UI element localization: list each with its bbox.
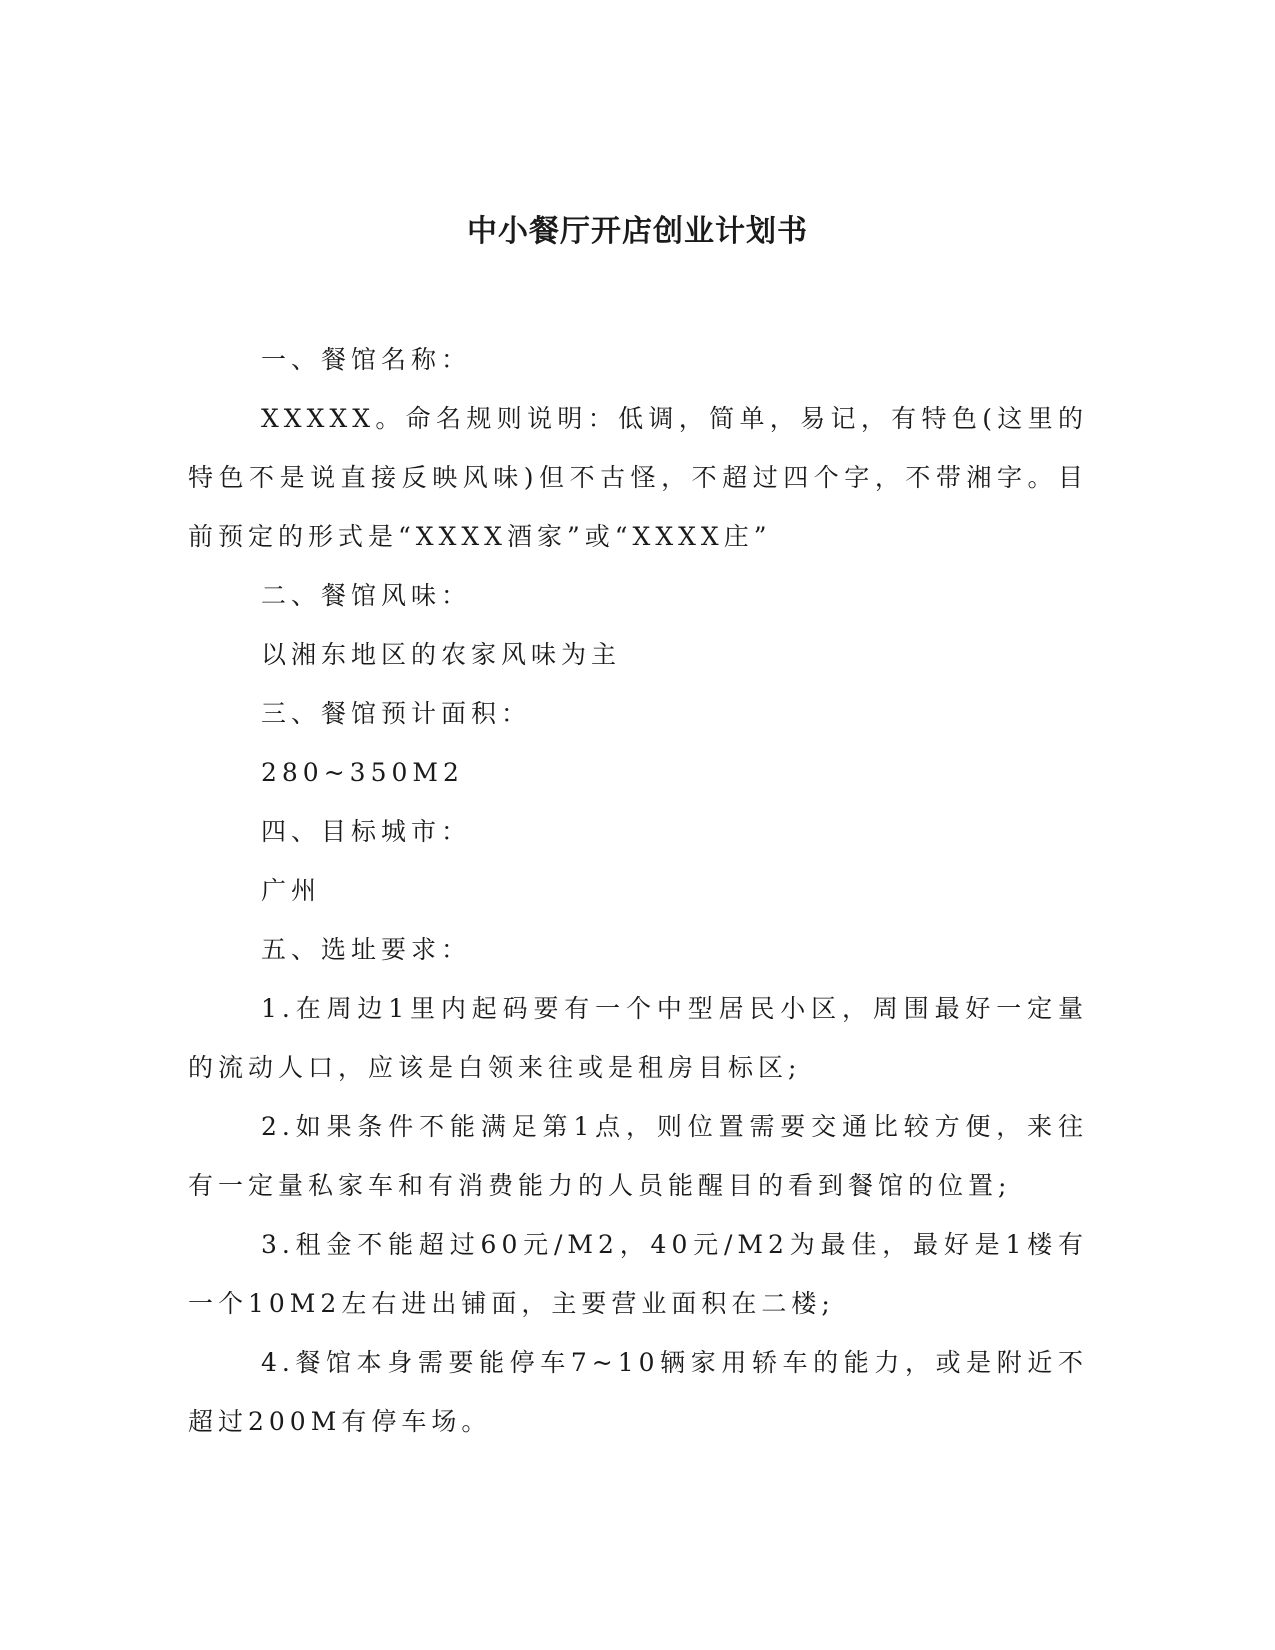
section-heading-flavor: 二、餐馆风味： — [261, 581, 472, 610]
document-body — [188, 330, 1088, 1451]
document-title: 中小餐厅开店创业计划书 — [467, 214, 808, 249]
section-heading-area: 三、餐馆预计面积： — [261, 699, 532, 728]
paragraph-name-rules: XXXXX。命名规则说明：低调，简单，易记，有特色(这里的特色不是说直接反映风味)但不古怪，不超过四个字，不带湘字。目前预定的形式是“XXXX酒家”或“XXXX庄” — [188, 404, 1088, 551]
list-item-location-3: 3.租金不能超过60元/M2，40元/M2为最佳，最好是1楼有一个10M2左右进出铺面，主要营业面积在二楼; — [188, 1230, 1088, 1318]
section-heading-name: 一、餐馆名称： — [261, 345, 472, 374]
paragraph-city: 广州 — [261, 876, 322, 905]
list-item-location-4: 4.餐馆本身需要能停车7~10辆家用轿车的能力，或是附近不超过200M有停车场。 — [188, 1348, 1088, 1436]
section-heading-location: 五、选址要求： — [261, 935, 472, 964]
list-item-location-1: 1.在周边1里内起码要有一个中型居民小区，周围最好一定量的流动人口，应该是白领来往或是租房目标区; — [188, 994, 1088, 1082]
section-heading-city: 四、目标城市： — [261, 817, 472, 846]
list-item-location-2: 2.如果条件不能满足第1点，则位置需要交通比较方便，来往有一定量私家车和有消费能力的人员能醒目的看到餐馆的位置; — [188, 1112, 1088, 1200]
paragraph-area: 280~350M2 — [261, 758, 464, 787]
paragraph-flavor: 以湘东地区的农家风味为主 — [261, 640, 622, 669]
